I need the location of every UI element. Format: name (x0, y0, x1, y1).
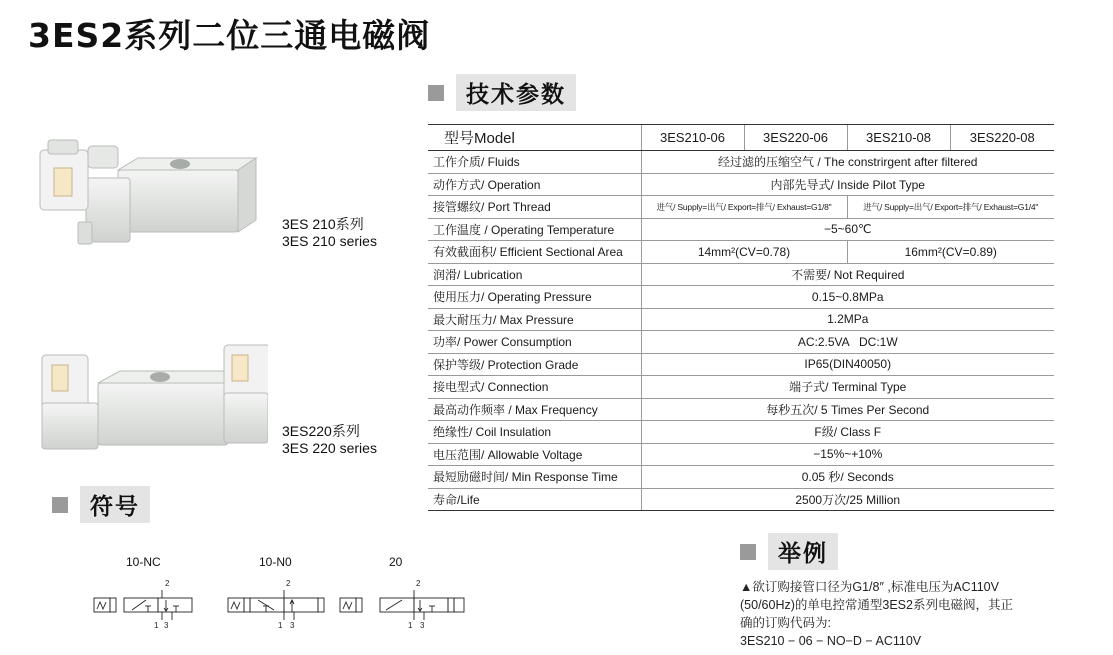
heading-square-icon (740, 544, 756, 560)
row-label: 动作方式/ Operation (428, 173, 641, 196)
row-value: 不需要/ Not Required (641, 263, 1054, 286)
row-label: 最高动作频率 / Max Frequency (428, 398, 641, 421)
product-caption-3es220 (282, 423, 377, 457)
row-value: 每秒五次/ 5 Times Per Second (641, 398, 1054, 421)
symbol-label-10no: 10-N0 (259, 555, 292, 569)
row-value-b: 16mm²(CV=0.89) (847, 241, 1054, 264)
symbol-label-10nc: 10-NC (126, 555, 161, 569)
table-row (428, 196, 1054, 219)
port-label: 3 (164, 621, 169, 630)
row-value: 0.05 秒/ Seconds (641, 466, 1054, 489)
row-label: 工作介质/ Fluids (428, 151, 641, 174)
symbol-label-20: 20 (389, 555, 403, 569)
row-label: 润滑/ Lubrication (428, 263, 641, 286)
row-label: 功率/ Power Consumption (428, 331, 641, 354)
row-label: 工作温度 / Operating Temperature (428, 218, 641, 241)
section-heading-label: 技术参数 (456, 74, 576, 111)
heading-square-icon (428, 85, 444, 101)
port-label: 1 (408, 621, 413, 630)
row-label: 绝缘性/ Coil Insulation (428, 421, 641, 444)
page-title: 3ES2系列二位三通电磁阀 (28, 16, 431, 55)
row-label: 最短励磁时间/ Min Response Time (428, 466, 641, 489)
table-row (428, 173, 1054, 196)
order-example-line: 确的订购代码为: (740, 616, 831, 630)
row-label: 电压范围/ Allowable Voltage (428, 443, 641, 466)
section-heading-tech (428, 74, 576, 111)
row-value: 端子式/ Terminal Type (641, 376, 1054, 399)
row-value: 经过滤的压缩空气 / The constrirgent after filtered (641, 151, 1054, 174)
port-label: 2 (165, 579, 170, 588)
port-label: 1 (154, 621, 159, 630)
row-value-b: 进气/ Supply=出气/ Export=排气/ Exhaust=G1/4" (847, 196, 1054, 219)
port-label: 1 (278, 621, 283, 630)
section-heading-label: 举例 (768, 533, 838, 570)
row-label: 寿命/Life (428, 488, 641, 511)
table-row (428, 466, 1054, 489)
table-row (428, 443, 1054, 466)
order-example-line: (50/60Hz)的单电控常通型3ES2系列电磁阀，其正 (740, 598, 1013, 612)
row-value: F级/ Class F (641, 421, 1054, 444)
port-label: 2 (416, 579, 421, 588)
table-row (428, 488, 1054, 511)
product-image-3es220 (28, 335, 268, 465)
row-label: 有效截面积/ Efficient Sectional Area (428, 241, 641, 264)
row-label: 保护等级/ Protection Grade (428, 353, 641, 376)
port-label: 3 (290, 621, 295, 630)
table-row (428, 241, 1054, 264)
table-row (428, 308, 1054, 331)
row-value: 1.2MPa (641, 308, 1054, 331)
table-row (428, 218, 1054, 241)
table-row (428, 263, 1054, 286)
row-value: 2500万次/25 Million (641, 488, 1054, 511)
row-value: IP65(DIN40050) (641, 353, 1054, 376)
caption-en: 3ES 210 series (282, 233, 377, 249)
product-image-3es210 (28, 128, 268, 258)
caption-cn: 3ES220系列 (282, 423, 360, 439)
row-value: −5~60℃ (641, 218, 1054, 241)
row-value: 0.15~0.8MPa (641, 286, 1054, 309)
table-header-row (428, 125, 1054, 151)
row-value: 内部先导式/ Inside Pilot Type (641, 173, 1054, 196)
port-label: 3 (420, 621, 425, 630)
section-heading-example (740, 533, 838, 570)
table-row (428, 376, 1054, 399)
spec-table (428, 124, 1054, 511)
model-cell: 3ES220-08 (950, 125, 1054, 151)
model-cell: 3ES210-08 (847, 125, 950, 151)
port-label: 2 (286, 579, 291, 588)
table-row (428, 421, 1054, 444)
section-heading-symbol (52, 486, 150, 523)
model-header: 型号Model (428, 125, 641, 151)
valve-symbol-20-icon (336, 576, 466, 632)
order-code: 3ES210 − 06 − NO−D − AC110V (740, 634, 922, 648)
caption-cn: 3ES 210系列 (282, 216, 364, 232)
order-example-line: ▲欲订购接管口径为G1/8″ ,标准电压为AC110V (740, 580, 999, 594)
row-value-a: 进气/ Supply=出气/ Export=排气/ Exhaust=G1/8" (641, 196, 847, 219)
row-value: AC:2.5VA DC:1W (641, 331, 1054, 354)
table-row (428, 331, 1054, 354)
table-row (428, 286, 1054, 309)
caption-en: 3ES 220 series (282, 440, 377, 456)
row-value-a: 14mm²(CV=0.78) (641, 241, 847, 264)
table-row (428, 151, 1054, 174)
order-example (740, 578, 1060, 650)
valve-symbol-10nc-icon (88, 576, 194, 632)
row-label: 接管螺纹/ Port Thread (428, 196, 641, 219)
model-cell: 3ES220-06 (744, 125, 847, 151)
row-label: 接电型式/ Connection (428, 376, 641, 399)
table-row (428, 353, 1054, 376)
heading-square-icon (52, 497, 68, 513)
product-caption-3es210 (282, 216, 377, 250)
row-label: 最大耐压力/ Max Pressure (428, 308, 641, 331)
row-label: 使用压力/ Operating Pressure (428, 286, 641, 309)
table-row (428, 398, 1054, 421)
row-value: −15%~+10% (641, 443, 1054, 466)
section-heading-label: 符号 (80, 486, 150, 523)
valve-symbol-10no-icon (222, 576, 328, 632)
model-cell: 3ES210-06 (641, 125, 744, 151)
